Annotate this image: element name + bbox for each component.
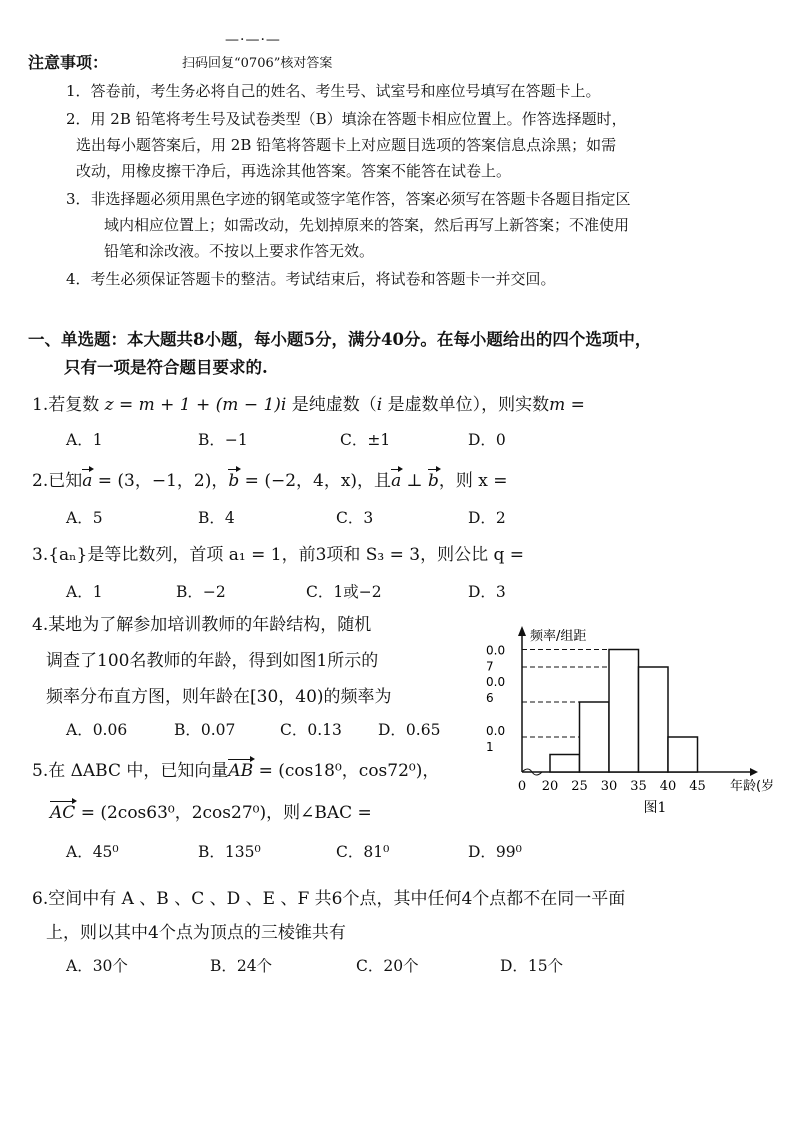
histogram-bar	[580, 702, 610, 772]
x-tick-label: 35	[630, 779, 647, 794]
q4-option-c: C．0.13	[280, 721, 342, 739]
question-4-line-1: 4.某地为了解参加培训教师的年龄结构，随机	[32, 615, 372, 635]
question-5-line-1: 5.在 ΔABC 中，已知向量AB = (cos18⁰，cos72⁰)，	[32, 761, 440, 781]
x-tick-label: 40	[659, 779, 677, 794]
q5-option-a: A．45⁰	[66, 843, 119, 861]
frequency-histogram	[480, 620, 790, 820]
question-4-line-2: 调查了100名教师的年龄，得到如图1所示的	[46, 651, 379, 671]
q6-option-c: C．20个	[356, 957, 419, 975]
x-tick-label: 20	[541, 779, 559, 794]
section-heading-cont: 只有一项是符合题目要求的.	[64, 358, 268, 377]
note-2-cont-2: 改动，用橡皮擦干净后，再选涂其他答案。答案不能答在试卷上。	[76, 162, 512, 180]
q5-option-c: C．81⁰	[336, 843, 390, 861]
x-tick-label: 30	[600, 779, 618, 794]
q2-option-a: A．5	[66, 509, 103, 527]
question-6-line-1: 6.空间中有 A 、B 、C 、D 、E 、F 共6个点，其中任何4个点都不在同一平面	[32, 889, 626, 909]
q3-option-c: C．1或−2	[306, 583, 382, 601]
histogram-bar	[639, 667, 669, 772]
y-tick-label: 6	[486, 690, 494, 705]
question-3: 3.{aₙ}是等比数列，首项 a₁ = 1，前3项和 S₃ = 3，则公比 q =	[32, 545, 525, 565]
y-tick-label: 1	[486, 739, 494, 754]
q2-option-d: D．2	[468, 509, 506, 527]
q2-option-c: C．3	[336, 509, 374, 527]
x-axis-label: 年龄(岁	[730, 779, 775, 794]
note-3-cont-2: 铅笔和涂改液。不按以上要求作答无效。	[104, 242, 375, 260]
q4-option-a: A．0.06	[66, 721, 128, 739]
question-5-line-2: AC = (2cos63⁰，2cos27⁰)，则∠BAC =	[50, 803, 372, 823]
y-tick-label: 0.0	[486, 675, 506, 689]
notes-title: 注意事项：	[28, 53, 109, 72]
question-6-line-2: 上，则以其中4个点为顶点的三棱锥共有	[46, 923, 346, 943]
note-3: 3．非选择题必须用黑色字迹的钢笔或签字笔作答，答案必须写在答题卡各题目指定区	[66, 190, 631, 208]
q3-option-a: A．1	[66, 583, 103, 601]
question-4-line-3: 频率分布直方图，则年龄在[30，40)的频率为	[46, 687, 392, 707]
scan-note: 扫码回复“0706”核对答案	[182, 56, 333, 71]
q3-option-b: B．−2	[176, 583, 226, 601]
x-axis-arrow	[750, 768, 758, 776]
q5-option-b: B．135⁰	[198, 843, 261, 861]
histogram-bar	[668, 737, 698, 772]
note-3-cont-1: 域内相应位置上；如需改动，先划掉原来的答案，然后再写上新答案；不准使用	[104, 216, 630, 234]
q4-option-b: B．0.07	[174, 721, 236, 739]
y-axis-arrow	[518, 626, 526, 636]
q3-option-d: D．3	[468, 583, 506, 601]
x-tick-label: 0	[517, 779, 527, 794]
note-4: 4．考生必须保证答题卡的整洁。考试结束后，将试卷和答题卡一并交回。	[66, 270, 556, 288]
y-tick-label: 0.0	[486, 643, 506, 658]
note-2-cont-1: 选出每小题答案后，用 2B 铅笔将答题卡上对应题目选项的答案信息点涂黑；如需	[76, 136, 617, 154]
q6-option-b: B．24个	[210, 957, 273, 975]
q6-option-d: D．15个	[500, 957, 564, 975]
q1-option-c: C．±1	[340, 431, 391, 449]
x-tick-label: 25	[571, 779, 588, 794]
y-tick-label: 0.0	[486, 724, 506, 738]
q1-option-a: A．1	[66, 431, 103, 449]
question-1: 1.若复数 z = m + 1 + (m − 1)i 是纯虚数（i 是虚数单位），则实数m =	[32, 395, 585, 415]
histogram-bar	[609, 650, 639, 773]
histogram-bar	[550, 755, 580, 773]
x-tick-label: 45	[689, 779, 706, 794]
y-axis-label: 频率/组距	[530, 629, 587, 644]
note-2: 2．用 2B 铅笔将考生号及试卷类型（B）填涂在答题卡相应位置上。作答选择题时，	[66, 110, 627, 128]
q5-option-d: D．99⁰	[468, 843, 522, 861]
figure-caption: 图1	[643, 800, 667, 816]
note-1: 1．答卷前，考生务必将自己的姓名、考生号、试室号和座位号填写在答题卡上。	[66, 82, 601, 100]
question-2: 2.已知a = (3，−1，2)，b = (−2，4，x)，且a ⊥ b，则 x =	[32, 471, 508, 491]
y-tick-label: 7	[486, 659, 494, 674]
header-dashes: —·—·—	[225, 32, 281, 48]
q1-option-d: D．0	[468, 431, 506, 449]
section-heading: 一、单选题：本大题共8小题，每小题5分，满分40分。在每小题给出的四个选项中，	[28, 330, 652, 349]
q4-option-d: D．0.65	[378, 721, 441, 739]
q2-option-b: B．4	[198, 509, 235, 527]
q1-option-b: B．−1	[198, 431, 248, 449]
q6-option-a: A．30个	[66, 957, 128, 975]
